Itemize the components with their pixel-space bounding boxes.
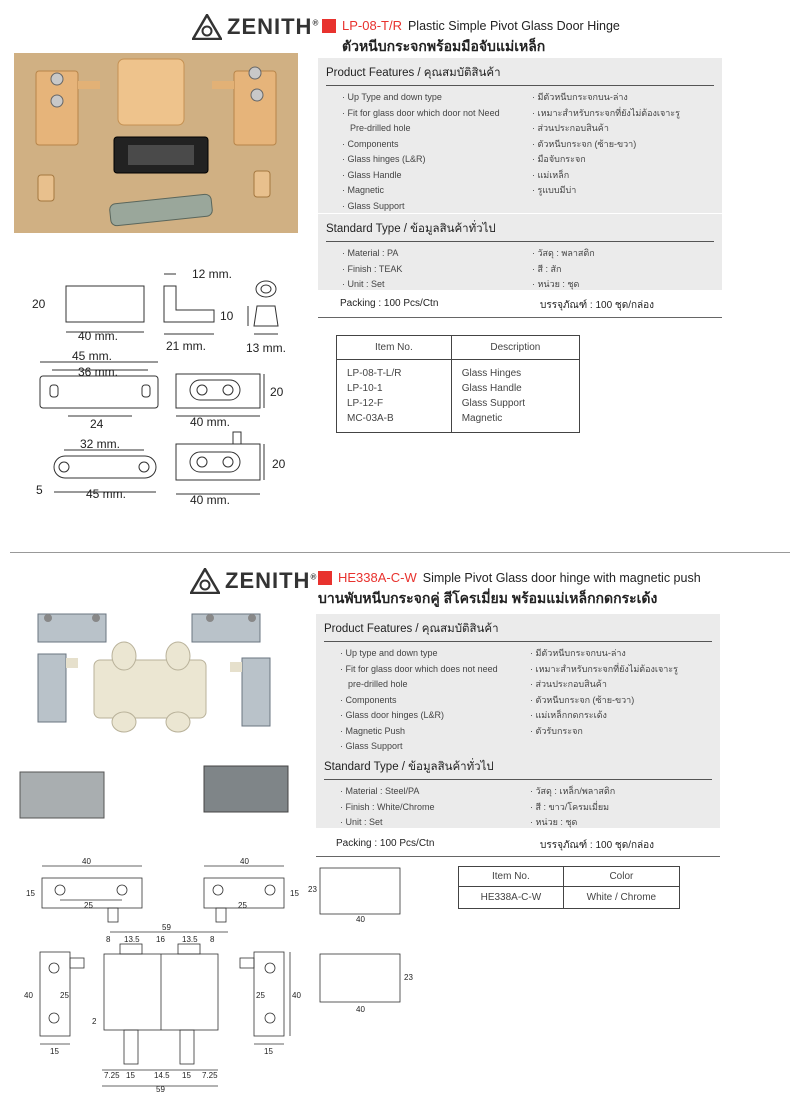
dim-label: 25	[256, 991, 265, 1000]
zenith-logo	[192, 14, 319, 40]
table-cell: White / Chrome	[586, 892, 657, 903]
product-photo	[14, 53, 298, 233]
standard-heading: Standard Type / ข้อมูลสินค้าทั่วไป	[326, 220, 714, 242]
dim-label: 13 mm.	[246, 341, 287, 355]
dim-label: 15	[264, 1047, 273, 1056]
table-cell: Magnetic	[461, 413, 503, 424]
feature-th-2: · ส่วนประกอบสินค้า	[532, 121, 714, 137]
brand-name: ZENITH	[227, 14, 313, 39]
features-heading: Product Features / คุณสมบัติสินค้า	[326, 64, 714, 86]
standard-en-2: · Unit : Set	[342, 277, 526, 293]
dim-label: 45 mm.	[86, 487, 127, 501]
feature-en-4: · Glass door hinges (L&R)	[340, 708, 524, 724]
brand-name: ZENITH	[225, 568, 311, 593]
feature-th-3: · ตัวหนีบกระจก (ซ้าย-ขวา)	[530, 693, 712, 709]
dim-label: 40 mm.	[78, 329, 119, 343]
feature-th-5: · ตัวรับกระจก	[530, 724, 712, 740]
dim-label: 13.5	[124, 935, 140, 944]
dim-label: 40	[292, 991, 301, 1000]
dim-label: 45 mm.	[72, 349, 113, 363]
product-title-th: บานพับหนีบกระจกคู่ สีโครเมี่ยม พร้อมแม่เหล็กกดกระเด้ง	[318, 590, 658, 606]
product-features-box	[316, 614, 720, 756]
feature-th-0: · มีตัวหนีบกระจกบน-ล่าง	[530, 646, 712, 662]
table-cell: LP-10-1	[337, 381, 452, 396]
table-cell: HE338A-C-W	[459, 887, 564, 909]
feature-en-1: · Fit for glass door which door not Need	[342, 106, 526, 122]
feature-th-1: · เหมาะสำหรับกระจกที่ยังไม่ต้องเจาะรู	[532, 106, 714, 122]
dimension-drawing-2	[20, 856, 420, 1094]
dim-label: 15	[50, 1047, 59, 1056]
dim-label: 12 mm.	[192, 267, 233, 281]
feature-en-2: pre-drilled hole	[348, 679, 408, 689]
dim-label: 32 mm.	[80, 437, 121, 451]
dim-label: 15	[126, 1071, 135, 1080]
table-row	[337, 411, 580, 433]
table-cell: Glass Support	[461, 398, 526, 409]
standard-en-0: · Material : Steel/PA	[340, 784, 524, 800]
dim-label: 8	[106, 935, 111, 944]
table-cell: Glass Hinges	[461, 368, 522, 379]
standard-type-box	[316, 752, 720, 828]
packing-en: Packing : 100 Pcs/Ctn	[340, 298, 439, 309]
standard-th-1: · สี : ขาว/โครมเมี่ยม	[530, 800, 712, 816]
dim-label: 59	[162, 923, 171, 932]
dim-label: 23	[404, 973, 413, 982]
feature-th-1: · เหมาะสำหรับกระจกที่ยังไม่ต้องเจาะรู	[530, 662, 712, 678]
dim-label: 10	[220, 309, 234, 323]
dim-label: 40	[356, 1005, 365, 1014]
standard-th-1: · สี : สัก	[532, 262, 714, 278]
zenith-triangle-icon	[192, 14, 222, 40]
dim-label: 24	[90, 417, 104, 431]
table-header-item: Item No.	[337, 336, 452, 360]
feature-en-6: · Glass Support	[340, 739, 524, 755]
item-table	[336, 335, 580, 433]
dim-label: 5	[36, 483, 43, 497]
table-cell: LP-08-T-L/R	[337, 360, 452, 382]
feature-en-5: · Magnetic Push	[340, 724, 524, 740]
feature-th-6: · รูแบบมีบ่า	[532, 183, 714, 199]
packing-en: Packing : 100 Pcs/Ctn	[336, 838, 435, 849]
dim-label: 25	[60, 991, 69, 1000]
table-cell: MC-03A-B	[337, 411, 452, 433]
dim-label: 13.5	[182, 935, 198, 944]
dim-label: 59	[156, 1085, 165, 1094]
dim-label: 40 mm.	[190, 415, 231, 429]
product-title-en: Simple Pivot Glass door hinge with magnetic push	[422, 570, 701, 585]
table-header-description: Description	[451, 336, 579, 360]
dim-label: 7.25	[104, 1071, 120, 1080]
table-row	[337, 396, 580, 411]
feature-en-0: · Up Type and down type	[342, 90, 526, 106]
table-cell: Glass Handle	[461, 383, 522, 394]
dim-label: 23	[308, 885, 317, 894]
standard-en-0: · Material : PA	[342, 246, 526, 262]
red-square-icon	[322, 19, 336, 33]
dim-label: 25	[84, 901, 93, 910]
dim-label: 2	[92, 1017, 97, 1026]
dim-label: 40	[356, 915, 365, 924]
standard-en-1: · Finish : White/Chrome	[340, 800, 524, 816]
features-heading: Product Features / คุณสมบัติสินค้า	[324, 620, 712, 642]
product-code: HE338A-C-W	[338, 570, 417, 585]
feature-en-3: · Components	[340, 693, 524, 709]
packing-th: บรรจุภัณฑ์ : 100 ชุด/กล่อง	[540, 840, 655, 851]
zenith-triangle-icon	[190, 568, 220, 594]
feature-en-3: · Components	[342, 137, 526, 153]
feature-th-3: · ตัวหนีบกระจก (ซ้าย-ขวา)	[532, 137, 714, 153]
product-title	[318, 570, 701, 610]
feature-en-7: · Glass Support	[342, 199, 526, 215]
dim-label: 20	[270, 385, 284, 399]
dim-label: 7.25	[202, 1071, 218, 1080]
dim-label: 40 mm.	[190, 493, 231, 507]
dim-label: 20	[272, 457, 286, 471]
feature-en-2: Pre-drilled hole	[350, 123, 411, 133]
feature-en-1: · Fit for glass door which does not need	[340, 662, 524, 678]
standard-th-0: · วัสดุ : เหล็ก/พลาสติก	[530, 784, 712, 800]
dim-label: 14.5	[154, 1071, 170, 1080]
feature-th-4: · แม่เหล็กกดกระเด้ง	[530, 708, 712, 724]
packing-divider	[318, 317, 722, 318]
product-title-en: Plastic Simple Pivot Glass Door Hinge	[407, 18, 620, 33]
standard-heading: Standard Type / ข้อมูลสินค้าทั่วไป	[324, 758, 712, 780]
standard-th-2: · หน่วย : ชุด	[532, 277, 714, 293]
standard-th-2: · หน่วย : ชุด	[530, 815, 712, 831]
dim-label: 40	[240, 857, 249, 866]
product-title-th: ตัวหนีบกระจกพร้อมมือจับแม่เหล็ก	[342, 38, 546, 54]
dim-label: 36 mm.	[78, 365, 119, 379]
feature-th-5: · แม่เหล็ก	[532, 168, 714, 184]
dim-label: 21 mm.	[166, 339, 207, 353]
table-cell: LP-12-F	[337, 396, 452, 411]
zenith-logo	[190, 568, 317, 594]
dim-label: 15	[290, 889, 299, 898]
brand-reg: ®	[310, 572, 318, 582]
feature-en-4: · Glass hinges (L&R)	[342, 152, 526, 168]
red-square-icon	[318, 571, 332, 585]
product-section-2	[0, 556, 800, 1098]
product-title	[322, 18, 620, 58]
feature-en-6: · Magnetic	[342, 183, 526, 199]
table-header-color: Color	[563, 867, 679, 887]
section-divider	[10, 552, 790, 553]
feature-en-0: · Up type and down type	[340, 646, 524, 662]
dim-label: 15	[26, 889, 35, 898]
dim-label: 40	[24, 991, 33, 1000]
dim-label: 40	[82, 857, 91, 866]
dim-label: 8	[210, 935, 215, 944]
standard-th-0: · วัสดุ : พลาสติก	[532, 246, 714, 262]
standard-en-2: · Unit : Set	[340, 815, 524, 831]
dim-label: 25	[238, 901, 247, 910]
feature-en-5: · Glass Handle	[342, 168, 526, 184]
dim-label: 20	[32, 297, 46, 311]
feature-th-0: · มีตัวหนีบกระจกบน-ล่าง	[532, 90, 714, 106]
dimension-drawing-1	[24, 262, 314, 508]
product-section-1	[0, 0, 800, 548]
table-header-item: Item No.	[459, 867, 564, 887]
packing-th: บรรจุภัณฑ์ : 100 ชุด/กล่อง	[540, 300, 655, 311]
feature-th-2: · ส่วนประกอบสินค้า	[530, 677, 712, 693]
product-code: LP-08-T/R	[342, 18, 402, 33]
table-row	[459, 887, 680, 909]
table-row	[337, 381, 580, 396]
standard-en-1: · Finish : TEAK	[342, 262, 526, 278]
dim-label: 16	[156, 935, 165, 944]
dim-label: 15	[182, 1071, 191, 1080]
standard-type-box	[318, 214, 722, 290]
product-photo	[16, 606, 292, 842]
brand-reg: ®	[312, 18, 320, 28]
feature-th-4: · มือจับกระจก	[532, 152, 714, 168]
product-features-box	[318, 58, 722, 213]
table-row	[337, 360, 580, 382]
item-table	[458, 866, 680, 909]
